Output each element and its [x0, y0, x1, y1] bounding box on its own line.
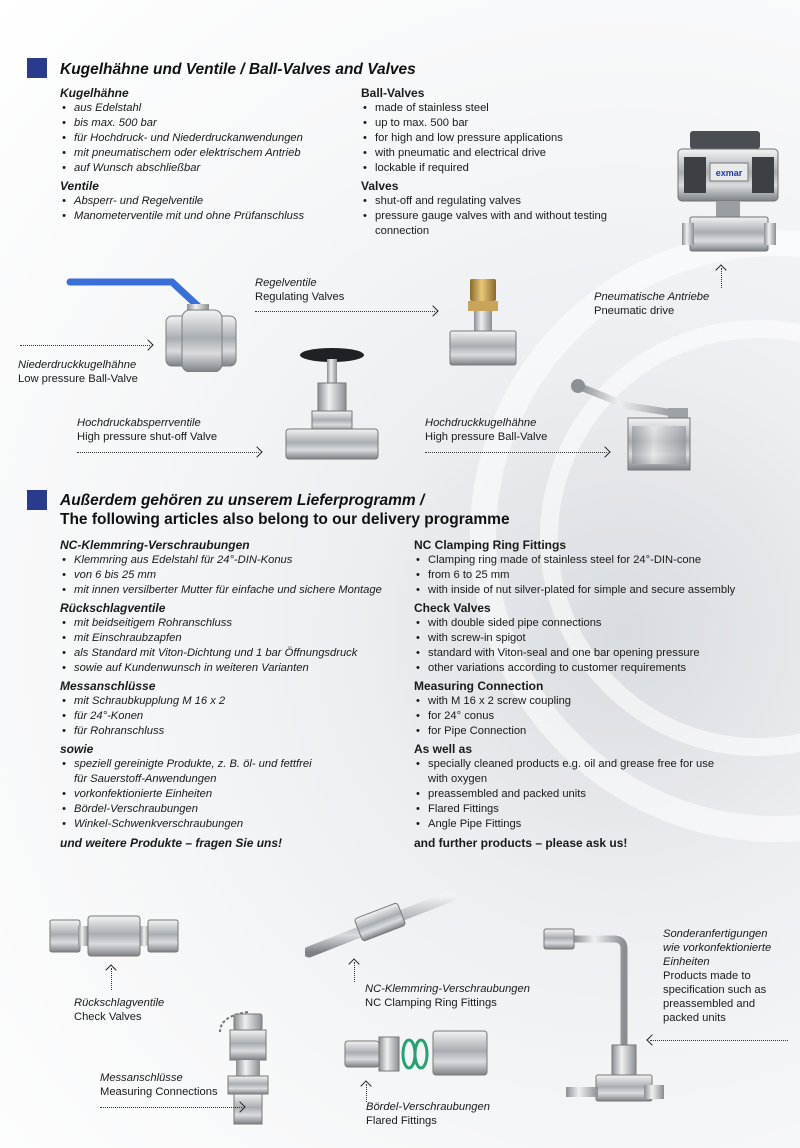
list-item: • Bördel-Verschraubungen	[60, 802, 405, 817]
hp-ball-valve-image	[568, 376, 696, 476]
list-item: • als Standard mit Viton-Dichtung und 1 bar Öffnungsdruck	[60, 646, 405, 661]
list-nc-fittings-de	[60, 553, 405, 598]
caption-de: Hochdruckabsperrventile	[77, 417, 201, 429]
section-title-line2: The following articles also belong to our delivery programme	[60, 511, 510, 528]
caption-de: Hochdruckkugelhähne	[425, 417, 537, 429]
list-item: • from 6 to 25 mm	[414, 568, 754, 583]
caption-de: NC-Klemmring-Verschraubungen	[365, 983, 530, 995]
list-item: • Klemmring aus Edelstahl für 24°-DIN-Konus	[60, 553, 405, 568]
section-title-line1: Außerdem gehören zu unserem Lieferprogramm /	[60, 492, 425, 509]
heading-ball-valves: Ball-Valves	[361, 86, 425, 100]
caption-flared	[366, 1100, 490, 1128]
list-kugelhaehne	[60, 101, 350, 176]
list-item: • for 24° conus	[414, 709, 754, 724]
list-item: • for high and low pressure applications	[361, 131, 631, 146]
list-valves	[361, 194, 631, 239]
nc-fitting-image	[305, 888, 455, 963]
section-title: Kugelhähne und Ventile / Ball-Valves and Valves	[60, 61, 416, 78]
arrow-to-hp-ball	[425, 452, 607, 453]
list-item: • with inside of nut silver-plated for simple and secure assembly	[414, 583, 754, 598]
caption-regulating	[255, 276, 344, 304]
list-ventile	[60, 194, 350, 224]
list-item: • other variations according to customer requirements	[414, 661, 754, 676]
list-measuring-de	[60, 694, 405, 739]
caption-en: preassembled and	[663, 998, 756, 1010]
list-item: • mit innen versilberter Mutter für einfache und sichere Montage	[60, 583, 405, 598]
list-measuring-en	[414, 694, 754, 739]
list-item: • Angle Pipe Fittings	[414, 817, 754, 832]
heading-check-valves-de: Rückschlagventile	[60, 601, 166, 615]
list-item: • with double sided pipe connections	[414, 616, 754, 631]
caption-de: Rückschlagventile	[74, 997, 165, 1009]
caption-en: Check Valves	[74, 1011, 142, 1023]
brand-label: exmar	[715, 168, 743, 178]
list-item: • Winkel-Schwenkverschraubungen	[60, 817, 405, 832]
caption-de: Einheiten	[663, 956, 710, 968]
hp-shutoff-valve-image	[282, 345, 382, 465]
caption-en: specification such as	[663, 984, 767, 996]
section-marker	[27, 490, 47, 510]
delivery-de-column	[60, 538, 405, 851]
list-item: • mit beidseitigem Rohranschluss	[60, 616, 405, 631]
caption-en: Pneumatic drive	[594, 305, 675, 317]
caption-hp-shutoff	[77, 416, 217, 444]
list-item: • specially cleaned products e.g. oil and grease free for use with oxygen	[414, 757, 728, 787]
heading-measuring-de: Messanschlüsse	[60, 679, 156, 693]
closing-line-en: and further products – please ask us!	[414, 836, 628, 850]
arrow-to-custom-assembly	[650, 1040, 788, 1041]
caption-nc-fittings	[365, 982, 530, 1010]
list-item: • Manometerventile mit und ohne Prüfanschluss	[60, 209, 350, 224]
caption-en: NC Clamping Ring Fittings	[365, 997, 497, 1009]
list-item: • with M 16 x 2 screw coupling	[414, 694, 754, 709]
caption-en: Measuring Connections	[100, 1086, 218, 1098]
caption-de: Messanschlüsse	[100, 1072, 183, 1084]
list-item: • Flared Fittings	[414, 802, 754, 817]
list-item: • with pneumatic and electrical drive	[361, 146, 631, 161]
caption-en: Flared Fittings	[366, 1115, 437, 1127]
caption-en: Low pressure Ball-Valve	[18, 373, 138, 385]
caption-de: Bördel-Verschraubungen	[366, 1101, 490, 1113]
arrow-to-check-valve	[111, 968, 112, 990]
caption-de: wie vorkonfektionierte	[663, 942, 772, 954]
caption-special	[663, 927, 771, 1025]
list-item: • for Pipe Connection	[414, 724, 754, 739]
caption-de: Pneumatische Antriebe	[594, 291, 710, 303]
measuring-connection-image	[210, 1008, 285, 1130]
list-item: • Absperr- und Regelventile	[60, 194, 350, 209]
list-item: • von 6 bis 25 mm	[60, 568, 405, 583]
list-check-valves-en	[414, 616, 754, 676]
heading-nc-fittings-en: NC Clamping Ring Fittings	[414, 538, 566, 552]
heading-ventile: Ventile	[60, 179, 99, 193]
list-item: • mit pneumatischem oder elektrischem Antrieb	[60, 146, 350, 161]
arrow-to-measuring	[100, 1107, 242, 1108]
caption-en: High pressure shut-off Valve	[77, 431, 218, 443]
caption-de: Regelventile	[255, 277, 317, 289]
section-marker	[27, 58, 47, 78]
list-item: • standard with Viton-seal and one bar opening pressure	[414, 646, 754, 661]
low-pressure-ball-valve-image	[62, 272, 242, 372]
list-check-valves-de	[60, 616, 405, 676]
heading-check-valves-en: Check Valves	[414, 601, 491, 615]
list-item: • made of stainless steel	[361, 101, 631, 116]
arrow-to-regulating	[255, 311, 435, 312]
list-as-well-as	[414, 757, 754, 832]
list-nc-fittings-en	[414, 553, 754, 598]
list-item: • sowie auf Kundenwunsch in weiteren Varianten	[60, 661, 405, 676]
list-item: • für Rohranschluss	[60, 724, 405, 739]
caption-measuring	[100, 1071, 218, 1099]
closing-line-de: und weitere Produkte – fragen Sie uns!	[60, 836, 283, 850]
heading-valves: Valves	[361, 179, 399, 193]
arrow-to-pneumatic	[721, 268, 722, 288]
list-item: • vorkonfektionierte Einheiten	[60, 787, 405, 802]
caption-check-valves	[74, 996, 164, 1024]
caption-de: Niederdruckkugelhähne	[18, 359, 137, 371]
caption-en: Products made to	[663, 970, 751, 982]
caption-low-pressure	[18, 358, 138, 386]
caption-en: Regulating Valves	[255, 291, 345, 303]
list-item: • lockable if required	[361, 161, 631, 176]
list-item: • bis max. 500 bar	[60, 116, 350, 131]
arrow-to-low-pressure	[20, 345, 150, 346]
custom-assembly-image	[540, 915, 665, 1140]
regulating-valve-image	[444, 277, 524, 369]
list-item: • für Hochdruck- und Niederdruckanwendungen	[60, 131, 350, 146]
pneumatic-drive-image	[676, 125, 788, 260]
ball-valves-de-column	[60, 86, 350, 227]
flared-fitting-image	[343, 1025, 491, 1083]
list-sowie	[60, 757, 405, 832]
caption-de: Sonderanfertigungen	[663, 928, 768, 940]
caption-pneumatic	[594, 290, 709, 318]
heading-as-well-as: As well as	[414, 742, 473, 756]
caption-hp-ball	[425, 416, 547, 444]
list-item: • with screw-in spigot	[414, 631, 754, 646]
arrow-to-nc-fitting	[354, 962, 355, 982]
list-item: • mit Schraubkupplung M 16 x 2	[60, 694, 405, 709]
caption-en: High pressure Ball-Valve	[425, 431, 548, 443]
arrow-to-hp-shutoff	[77, 452, 259, 453]
list-item: • aus Edelstahl	[60, 101, 350, 116]
ball-valves-en-column	[361, 86, 631, 242]
list-item: • für 24°-Konen	[60, 709, 405, 724]
list-item: • Clamping ring made of stainless steel for 24°-DIN-cone	[414, 553, 754, 568]
heading-sowie: sowie	[60, 742, 94, 756]
check-valve-image	[48, 912, 180, 960]
heading-kugelhaehne: Kugelhähne	[60, 86, 129, 100]
caption-en: packed units	[663, 1012, 726, 1024]
list-item: • auf Wunsch abschließbar	[60, 161, 350, 176]
list-item: • shut-off and regulating valves	[361, 194, 631, 209]
list-item: • preassembled and packed units	[414, 787, 754, 802]
list-item: • up to max. 500 bar	[361, 116, 631, 131]
list-item: • speziell gereinigte Produkte, z. B. öl- und fettfrei für Sauerstoff-Anwendungen	[60, 757, 324, 787]
delivery-en-column	[414, 538, 754, 851]
heading-nc-fittings-de: NC-Klemmring-Verschraubungen	[60, 538, 250, 552]
list-item: • pressure gauge valves with and without testing connection	[361, 209, 631, 239]
list-item: • mit Einschraubzapfen	[60, 631, 405, 646]
list-ball-valves	[361, 101, 631, 176]
heading-measuring-en: Measuring Connection	[414, 679, 544, 693]
